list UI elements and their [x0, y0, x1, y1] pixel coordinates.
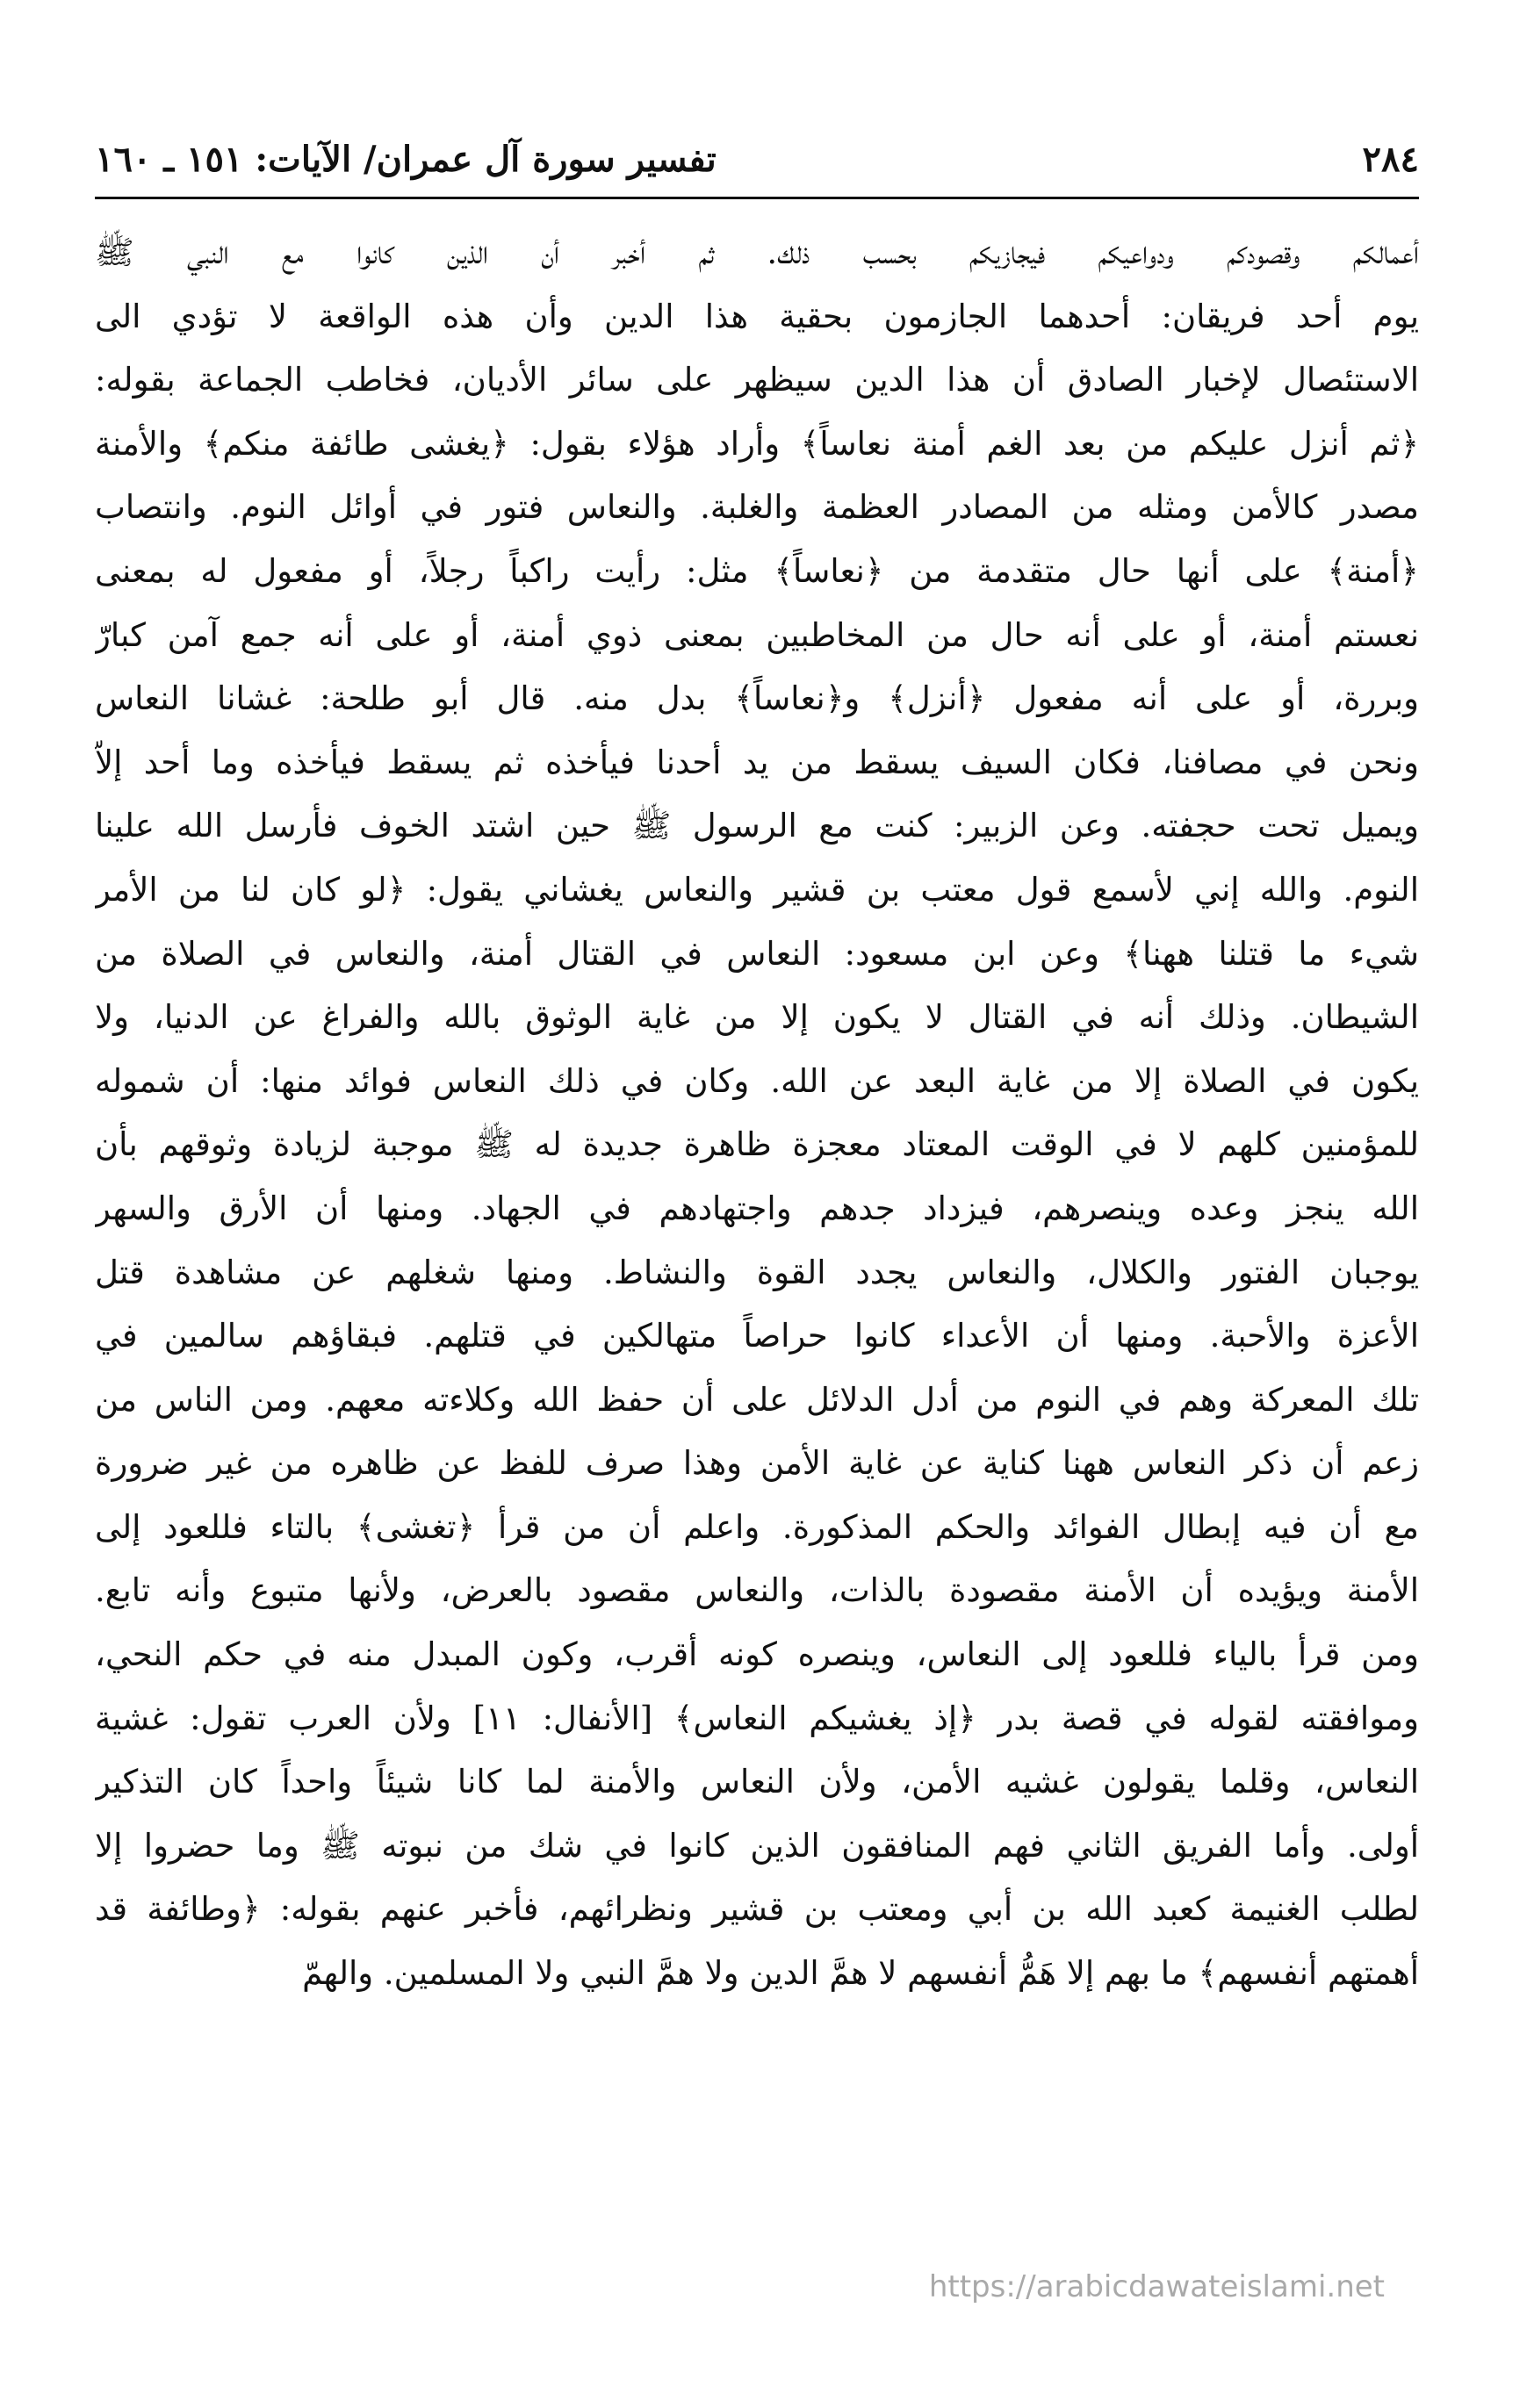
text-line: ﴿أمنة﴾ على أنها حال متقدمة من ﴿نعاساً﴾ مثل: رأيت راكباً رجلاً، أو مفعول له بمعنى	[95, 551, 1419, 590]
text-line: يوجبان الفتور والكلال، والنعاس يجدد القوة والنشاط. ومنها شغلهم عن مشاهدة قتل	[95, 1253, 1419, 1291]
text-line: زعم أن ذكر النعاس ههنا كناية عن غاية الأمن وهذا صرف للفظ عن ظاهره من غير ضرورة	[95, 1444, 1419, 1483]
text-line: يكون في الصلاة إلا من غاية البعد عن الله. وكان في ذلك النعاس فوائد منها: أن شموله	[95, 1061, 1419, 1100]
text-line: أعمالكم وقصودكم ودواعيكم فيجازيكم بحسب ذلك. ثم أخبر أن الذين كانوا مع النبي ﷺ	[95, 234, 1419, 271]
watermark-url: https://arabicdawateislami.net	[928, 2269, 1385, 2304]
text-line: أولى. وأما الفريق الثاني فهم المنافقون الذين كانوا في شك من نبوته ﷺ وما حضروا إلا	[95, 1826, 1419, 1865]
header-rule	[95, 197, 1419, 199]
text-line: الشيطان. وذلك أنه في القتال لا يكون إلا من غاية الوثوق بالله والفراغ عن الدنيا، ولا	[95, 998, 1419, 1037]
text-line: لطلب الغنيمة كعبد الله بن أبي ومعتب بن قشير ونظرائهم، فأخبر عنهم بقوله: ﴿وطائفة قد	[95, 1890, 1419, 1929]
text-line: ومن قرأ بالياء فللعود إلى النعاس، وينصره كونه أقرب، وكون المبدل منه في حكم النحي،	[95, 1635, 1419, 1674]
text-line: تلك المعركة وهم في النوم من أدل الدلائل على أن حفظ الله وكلاءته معهم. ومن الناس من	[95, 1380, 1419, 1419]
text-line: ويميل تحت حجفته. وعن الزبير: كنت مع الرسول ﷺ حين اشتد الخوف فأرسل الله علينا	[95, 807, 1419, 845]
text-line: شيء ما قتلنا ههنا﴾ وعن ابن مسعود: النعاس في القتال أمنة، والنعاس في الصلاة من	[95, 934, 1419, 973]
body-text	[95, 221, 1419, 2006]
text-line: يوم أحد فريقان: أحدهما الجازمون بحقية هذا الدين وأن هذه الواقعة لا تؤدي الى	[95, 297, 1419, 335]
text-line: الأمنة ويؤيده أن الأمنة مقصودة بالذات، والنعاس مقصود بالعرض، ولأنها متبوع وأنه تابع.	[95, 1571, 1419, 1610]
running-title: تفسير سورة آل عمران/ الآيات: ١٥١ ـ ١٦٠	[95, 139, 717, 180]
text-line: نعستم أمنة، أو على أنه حال من المخاطبين بمعنى ذوي أمنة، أو على أنه جمع آمن كبارّ	[95, 615, 1419, 654]
text-line: الاستئصال لإخبار الصادق أن هذا الدين سيظهر على سائر الأديان، فخاطب الجماعة بقوله:	[95, 361, 1419, 399]
running-header	[95, 132, 1419, 188]
text-line: وبررة، أو على أنه مفعول ﴿أنزل﴾ و﴿نعاساً﴾ بدل منه. قال أبو طلحة: غشانا النعاس	[95, 679, 1419, 718]
text-line: أهمتهم أنفسهم﴾ ما بهم إلا هَمُّ أنفسهم لا همَّ الدين ولا همَّ النبي ولا المسلمين. والهمّ	[302, 1954, 1419, 1993]
text-line: ﴿ثم أنزل عليكم من بعد الغم أمنة نعاساً﴾ وأراد هؤلاء بقول: ﴿يغشى طائفة منكم﴾ والأمنة	[95, 424, 1419, 463]
text-line: النعاس، وقلما يقولون غشيه الأمن، ولأن النعاس والأمنة لما كانا شيئاً واحداً كان التذكير	[95, 1763, 1419, 1801]
page-number: ٢٨٤	[1362, 139, 1419, 180]
text-line: ونحن في مصافنا، فكان السيف يسقط من يد أحدنا فيأخذه ثم يسقط فيأخذه وما أحد إلاّ	[95, 743, 1419, 781]
text-line: الأعزة والأحبة. ومنها أن الأعداء كانوا حراصاً متهالكين في قتلهم. فبقاؤهم سالمين في	[95, 1317, 1419, 1355]
text-line: وموافقته لقوله في قصة بدر ﴿إذ يغشيكم النعاس﴾ [الأنفال: ١١] ولأن العرب تقول: غشية	[95, 1699, 1419, 1737]
text-line: مع أن فيه إبطال الفوائد والحكم المذكورة. واعلم أن من قرأ ﴿تغشى﴾ بالتاء فللعود إلى	[95, 1507, 1419, 1546]
text-line: مصدر كالأمن ومثله من المصادر العظمة والغلبة. والنعاس فتور في أوائل النوم. وانتصاب	[95, 488, 1419, 527]
text-line: الله ينجز وعده وينصرهم، فيزداد جدهم واجتهادهم في الجهاد. ومنها أن الأرق والسهر	[95, 1189, 1419, 1227]
text-line: النوم. والله إني لأسمع قول معتب بن قشير والنعاس يغشاني يقول: ﴿لو كان لنا من الأمر	[95, 870, 1419, 909]
text-line: للمؤمنين كلهم لا في الوقت المعتاد معجزة ظاهرة جديدة له ﷺ موجبة لزيادة وثوقهم بأن	[95, 1125, 1419, 1164]
